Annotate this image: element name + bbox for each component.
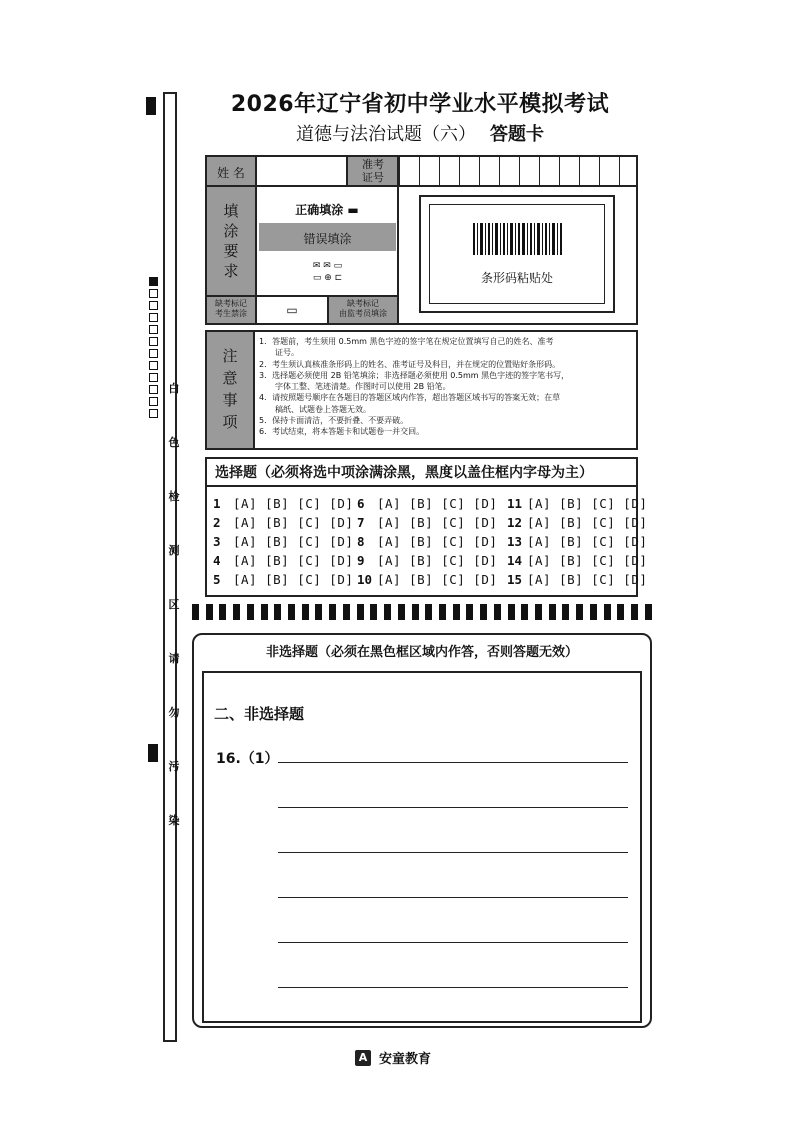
separator-dash xyxy=(192,604,199,620)
answer-line[interactable] xyxy=(278,852,628,853)
candidate-info-table xyxy=(205,155,638,325)
question-options[interactable]: [A] [B] [C] [D] xyxy=(233,553,354,568)
footer xyxy=(355,1048,431,1067)
alignment-mark-top xyxy=(146,97,156,115)
exam-id-digit[interactable] xyxy=(579,157,599,187)
absent-mark-left-label xyxy=(207,299,255,319)
separator-dash xyxy=(370,604,377,620)
mc-header: 选择题（必须将选中项涂满涂黑，黑度以盖住框内字母为主） xyxy=(207,459,636,487)
tick-mark xyxy=(149,325,158,334)
separator-dash xyxy=(343,604,350,620)
tick-mark xyxy=(149,373,158,382)
exam-id-digit[interactable] xyxy=(439,157,459,187)
question-options[interactable]: [A] [B] [C] [D] xyxy=(233,515,354,530)
answer-line[interactable] xyxy=(278,897,628,898)
separator-dash xyxy=(288,604,295,620)
exam-id-digit[interactable] xyxy=(499,157,519,187)
tick-mark xyxy=(149,397,158,406)
page-title: 2026年辽宁省初中学业水平模拟考试 xyxy=(230,92,610,117)
question-row[interactable] xyxy=(357,572,497,587)
separator-dash xyxy=(357,604,364,620)
separator-dash xyxy=(274,604,281,620)
notice-item: 字体工整、笔迹清楚。作图时可以使用 2B 铅笔。 xyxy=(259,382,451,392)
separator-dash xyxy=(315,604,322,620)
separator-dash xyxy=(398,604,405,620)
question-number: 8 xyxy=(357,534,365,549)
answer-line[interactable] xyxy=(278,807,628,808)
exam-id-label-line: 准考 xyxy=(362,158,384,171)
separator-dash xyxy=(590,604,597,620)
separator-dash xyxy=(645,604,652,620)
answer-box[interactable] xyxy=(202,671,642,1023)
name-field[interactable] xyxy=(257,157,347,185)
question-row[interactable] xyxy=(507,553,647,568)
question-row[interactable] xyxy=(507,515,647,530)
tick-mark xyxy=(149,289,158,298)
answer-line[interactable] xyxy=(278,762,628,763)
separator-dash xyxy=(206,604,213,620)
wrong-fill-examples: ✉ ✉ ▭ xyxy=(312,261,343,271)
barcode-area xyxy=(419,195,615,313)
margin-notice-char: 色 xyxy=(168,436,180,449)
question-number: 14 xyxy=(507,553,523,568)
tick-mark xyxy=(149,361,158,370)
margin-notice-char: 白 xyxy=(168,382,180,395)
answer-card-label: 答题卡 xyxy=(490,124,544,145)
absent-mark-right-line: 由监考员填涂 xyxy=(339,309,387,318)
separator-dash xyxy=(466,604,473,620)
alignment-mark-bottom xyxy=(148,744,158,762)
question-options[interactable]: [A] [B] [C] [D] xyxy=(377,515,498,530)
notice-list xyxy=(259,336,633,438)
question-number: 9 xyxy=(357,553,365,568)
question-row[interactable] xyxy=(507,534,647,549)
brand-name: 安童教育 xyxy=(379,1052,432,1067)
name-label: 姓 名 xyxy=(217,166,245,180)
fill-req-label: 填涂要求 xyxy=(223,202,239,280)
question-number: 15 xyxy=(507,572,523,587)
barcode-inner xyxy=(429,204,605,304)
notice-item: 1．答题前，考生须用 0.5mm 黑色字迹的签字笔在规定位置填写自己的姓名、准考 xyxy=(259,337,554,346)
tick-mark xyxy=(149,313,158,322)
question-options[interactable]: [A] [B] [C] [D] xyxy=(233,572,354,587)
tick-mark xyxy=(149,277,158,286)
exam-id-digit[interactable] xyxy=(619,157,636,187)
separator-dash xyxy=(384,604,391,620)
notice-label-cell xyxy=(207,332,253,448)
separator-dash xyxy=(562,604,569,620)
question-number: 10 xyxy=(357,572,373,587)
notice-item: 4．请按照题号顺序在各题目的答题区域内作答，超出答题区域书写的答案无效；在草 xyxy=(259,393,561,403)
answer-line[interactable] xyxy=(278,987,628,988)
separator-dash xyxy=(604,604,611,620)
notice-item: 稿纸、试题卷上答题无效。 xyxy=(259,404,371,414)
exam-id-digit[interactable] xyxy=(459,157,479,187)
question-number: 6 xyxy=(357,496,365,511)
brand-logo-icon: A xyxy=(355,1050,371,1066)
question-row[interactable] xyxy=(357,496,497,511)
question-options[interactable]: [A] [B] [C] [D] xyxy=(233,496,354,511)
tick-mark xyxy=(149,409,158,418)
question-number: 1 xyxy=(213,496,221,511)
separator-dash xyxy=(261,604,268,620)
notice-section xyxy=(205,330,638,450)
correct-fill-example: 正确填涂 ▬ xyxy=(295,203,359,217)
margin-notice-char: 检 xyxy=(168,490,180,503)
section-title: 二、非选择题 xyxy=(214,705,305,723)
tick-mark xyxy=(149,337,158,346)
exam-id-digit[interactable] xyxy=(559,157,579,187)
question-number: 5 xyxy=(213,572,221,587)
question-row[interactable] xyxy=(213,534,353,549)
exam-id-digit[interactable] xyxy=(479,157,499,187)
separator-dash xyxy=(233,604,240,620)
wrong-fill-examples: ▭ ⊕ ⊏ xyxy=(312,273,343,283)
margin-notice-char: 污 xyxy=(168,760,180,773)
question-row[interactable] xyxy=(213,553,353,568)
separator-dash xyxy=(631,604,638,620)
question-row[interactable] xyxy=(213,572,353,587)
margin-notice-char: 请 xyxy=(168,652,180,665)
exam-id-label xyxy=(348,158,398,184)
page-subtitle xyxy=(200,120,640,146)
question-row[interactable] xyxy=(357,515,497,530)
question-options[interactable]: [A] [B] [C] [D] xyxy=(377,496,498,511)
non-choice-section xyxy=(192,633,652,1028)
separator-dash xyxy=(494,604,501,620)
tick-mark xyxy=(149,301,158,310)
separator-dash xyxy=(439,604,446,620)
question-16-label: 16.（1） xyxy=(216,751,279,767)
absent-mark-right-line: 缺考标记 xyxy=(347,299,379,308)
question-options[interactable]: [A] [B] [C] [D] xyxy=(527,534,648,549)
absent-mark-box[interactable]: ▭ xyxy=(286,303,298,317)
separator-dash xyxy=(576,604,583,620)
tick-mark xyxy=(149,349,158,358)
separator-dash xyxy=(425,604,432,620)
separator-dash xyxy=(617,604,624,620)
separator-dash xyxy=(329,604,336,620)
question-options[interactable]: [A] [B] [C] [D] xyxy=(377,572,498,587)
question-options[interactable]: [A] [B] [C] [D] xyxy=(527,553,648,568)
question-row[interactable] xyxy=(357,534,497,549)
question-options[interactable]: [A] [B] [C] [D] xyxy=(377,553,498,568)
separator-dash xyxy=(508,604,515,620)
notice-label: 注意事项 xyxy=(222,347,238,431)
absent-mark-left-line: 缺考标记 xyxy=(215,299,247,308)
separator-dash xyxy=(535,604,542,620)
separator-dash xyxy=(302,604,309,620)
separator-dash xyxy=(412,604,419,620)
notice-item: 6．考试结束，将本答题卡和试题卷一并交回。 xyxy=(259,427,425,437)
multiple-choice-section xyxy=(205,457,648,597)
separator-dash xyxy=(549,604,556,620)
notice-item: 3．选择题必须使用 2B 铅笔填涂；非选择题必须使用 0.5mm 黑色字迹的签字笔书写， xyxy=(259,370,570,380)
question-options[interactable]: [A] [B] [C] [D] xyxy=(527,515,648,530)
question-row[interactable] xyxy=(213,496,353,511)
absent-mark-right-label xyxy=(329,299,397,319)
question-row[interactable] xyxy=(507,572,647,587)
separator-dash xyxy=(219,604,226,620)
question-number: 7 xyxy=(357,515,365,530)
exam-id-digit[interactable] xyxy=(599,157,619,187)
question-number: 12 xyxy=(507,515,523,530)
question-number: 11 xyxy=(507,496,523,511)
question-row[interactable] xyxy=(507,496,647,511)
non-choice-header: 非选择题（必须在黑色框区域内作答，否则答题无效） xyxy=(265,645,578,660)
margin-ticks xyxy=(149,277,159,421)
exam-id-digit[interactable] xyxy=(419,157,439,187)
barcode-label: 条形码粘贴处 xyxy=(480,271,553,285)
exam-id-digit[interactable] xyxy=(519,157,539,187)
separator-dash xyxy=(521,604,528,620)
margin-notice-char: 勿 xyxy=(168,706,180,719)
question-number: 2 xyxy=(213,515,221,530)
question-row[interactable] xyxy=(357,553,497,568)
wrong-fill-label: 错误填涂 xyxy=(303,232,352,246)
margin-notice-char: 测 xyxy=(168,544,180,557)
margin-notice-char: 染 xyxy=(168,814,180,827)
exam-id-label-line: 证号 xyxy=(362,171,384,184)
barcode-icon xyxy=(473,223,563,255)
exam-id-digit[interactable] xyxy=(399,157,419,187)
notice-item: 2．考生须认真核准条形码上的姓名、准考证号及科目，并在规定的位置贴好条形码。 xyxy=(259,359,561,369)
margin-notice xyxy=(166,380,182,866)
question-options[interactable]: [A] [B] [C] [D] xyxy=(233,534,354,549)
question-number: 4 xyxy=(213,553,221,568)
question-options[interactable]: [A] [B] [C] [D] xyxy=(377,534,498,549)
question-options[interactable]: [A] [B] [C] [D] xyxy=(527,496,648,511)
notice-item: 证号。 xyxy=(259,348,299,358)
notice-item: 5．保持卡面清洁，不要折叠、不要弄破。 xyxy=(259,416,409,426)
section-separator-dashes xyxy=(192,604,652,620)
absent-mark-left-line: 考生禁涂 xyxy=(215,309,247,318)
answer-line[interactable] xyxy=(278,942,628,943)
question-options[interactable]: [A] [B] [C] [D] xyxy=(527,572,648,587)
margin-notice-char: 区 xyxy=(168,598,180,611)
tick-mark xyxy=(149,385,158,394)
question-number: 3 xyxy=(213,534,221,549)
separator-dash xyxy=(480,604,487,620)
separator-dash xyxy=(247,604,254,620)
question-row[interactable] xyxy=(213,515,353,530)
subject-title: 道德与法治试题（六） xyxy=(296,124,476,145)
separator-dash xyxy=(453,604,460,620)
question-number: 13 xyxy=(507,534,523,549)
exam-id-digit[interactable] xyxy=(539,157,559,187)
